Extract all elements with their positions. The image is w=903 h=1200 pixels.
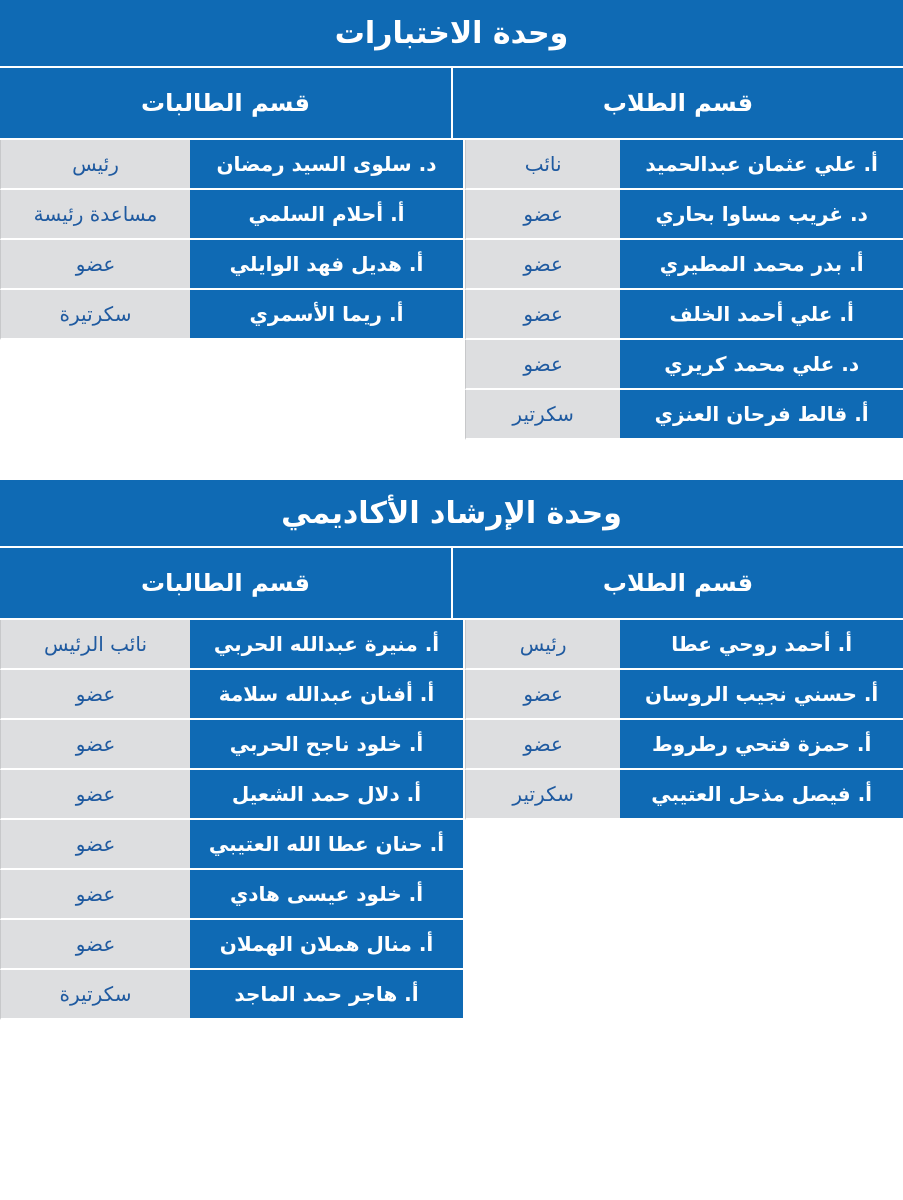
member-name: أ. حسني نجيب الروسان <box>620 670 903 720</box>
member-role: عضو <box>465 340 620 390</box>
member-name: أ. حمزة فتحي رطروط <box>620 720 903 770</box>
member-name: أ. بدر محمد المطيري <box>620 240 903 290</box>
member-name: أ. علي أحمد الخلف <box>620 290 903 340</box>
member-name: أ. هاجر حمد الماجد <box>190 970 463 1020</box>
table-row <box>463 240 903 290</box>
member-name: أ. ريما الأسمري <box>190 290 463 340</box>
table-row <box>463 140 903 190</box>
member-name: د. غريب مساوا بحاري <box>620 190 903 240</box>
exams-unit-section <box>0 0 903 440</box>
table-row <box>0 870 463 920</box>
table-row <box>463 390 903 440</box>
member-role: عضو <box>465 240 620 290</box>
member-name: أ. هديل فهد الوايلي <box>190 240 463 290</box>
unit-title: وحدة الاختبارات <box>0 0 903 68</box>
male-members-table <box>463 620 903 820</box>
member-role: رئيس <box>0 140 190 190</box>
female-members-table <box>0 620 463 1020</box>
member-role: رئيس <box>465 620 620 670</box>
member-name: د. سلوى السيد رمضان <box>190 140 463 190</box>
member-role: عضو <box>0 870 190 920</box>
member-name: أ. أحلام السلمي <box>190 190 463 240</box>
member-role: سكرتيرة <box>0 290 190 340</box>
female-dept-header: قسم الطالبات <box>0 548 451 620</box>
table-row <box>0 190 463 240</box>
member-role: عضو <box>0 720 190 770</box>
table-row <box>463 190 903 240</box>
member-role: عضو <box>0 670 190 720</box>
male-dept-header: قسم الطلاب <box>451 548 903 620</box>
member-role: نائب <box>465 140 620 190</box>
table-row <box>463 720 903 770</box>
member-name: أ. أفنان عبدالله سلامة <box>190 670 463 720</box>
table-row <box>0 770 463 820</box>
table-row <box>463 620 903 670</box>
member-name: أ. منيرة عبدالله الحربي <box>190 620 463 670</box>
table-row <box>0 820 463 870</box>
member-role: عضو <box>0 240 190 290</box>
member-name: أ. دلال حمد الشعيل <box>190 770 463 820</box>
member-role: عضو <box>465 190 620 240</box>
member-name: أ. خلود عيسى هادي <box>190 870 463 920</box>
table-row <box>463 340 903 390</box>
female-members-table <box>0 140 463 340</box>
table-row <box>0 620 463 670</box>
member-role: عضو <box>465 670 620 720</box>
table-row <box>463 670 903 720</box>
member-role: عضو <box>465 290 620 340</box>
member-name: د. علي محمد كريري <box>620 340 903 390</box>
member-role: مساعدة رئيسة <box>0 190 190 240</box>
member-name: أ. قالط فرحان العنزي <box>620 390 903 440</box>
table-row <box>0 670 463 720</box>
member-name: أ. علي عثمان عبدالحميد <box>620 140 903 190</box>
member-role: عضو <box>0 920 190 970</box>
table-row <box>0 720 463 770</box>
member-name: أ. حنان عطا الله العتيبي <box>190 820 463 870</box>
member-name: أ. فيصل مذحل العتيبي <box>620 770 903 820</box>
member-role: نائب الرئيس <box>0 620 190 670</box>
male-members-table <box>463 140 903 440</box>
department-headers <box>0 68 903 140</box>
member-role: عضو <box>0 820 190 870</box>
member-role: سكرتير <box>465 390 620 440</box>
member-role: عضو <box>465 720 620 770</box>
department-headers <box>0 548 903 620</box>
male-dept-header: قسم الطلاب <box>451 68 903 140</box>
member-name: أ. أحمد روحي عطا <box>620 620 903 670</box>
unit-title: وحدة الإرشاد الأكاديمي <box>0 480 903 548</box>
table-row <box>463 770 903 820</box>
table-row <box>463 290 903 340</box>
table-row <box>0 290 463 340</box>
table-row <box>0 240 463 290</box>
member-role: عضو <box>0 770 190 820</box>
table-row <box>0 140 463 190</box>
table-row <box>0 920 463 970</box>
table-row <box>0 970 463 1020</box>
member-role: سكرتيرة <box>0 970 190 1020</box>
academic-advising-unit-section <box>0 480 903 1020</box>
member-name: أ. خلود ناجح الحربي <box>190 720 463 770</box>
member-name: أ. منال هملان الهملان <box>190 920 463 970</box>
female-dept-header: قسم الطالبات <box>0 68 451 140</box>
member-role: سكرتير <box>465 770 620 820</box>
